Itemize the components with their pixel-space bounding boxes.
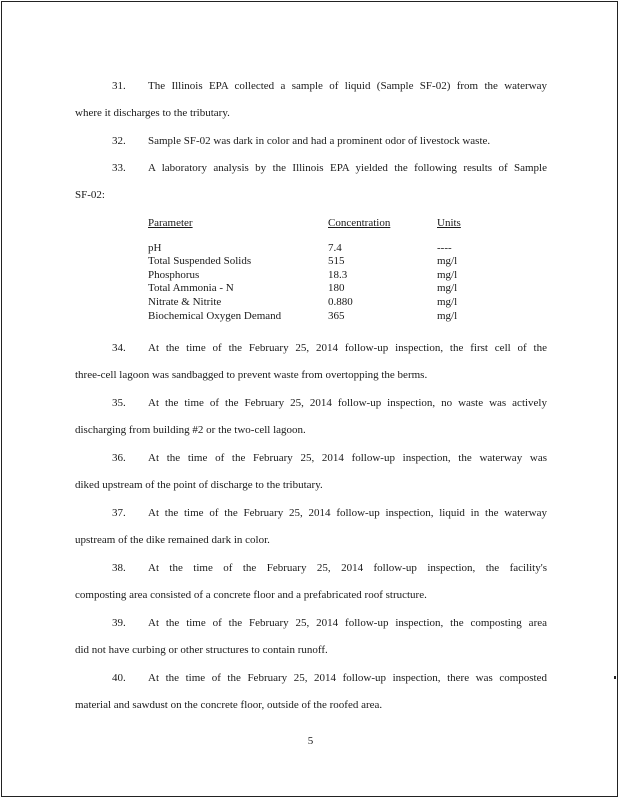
paragraph-33 bbox=[75, 163, 547, 201]
paragraph-36 bbox=[75, 453, 547, 491]
paragraph-39-line-2: did not have curbing or other structures to contain runoff. bbox=[75, 644, 328, 656]
cell-parameter: Phosphorus bbox=[148, 268, 200, 281]
paragraph-38-line-2: composting area consisted of a concrete floor and a prefabricated roof structure. bbox=[75, 589, 427, 601]
paragraph-39 bbox=[75, 618, 547, 656]
cell-concentration: 7.4 bbox=[328, 241, 342, 254]
paragraph-40-line-1: 40. At the time of the February 25, 2014 follow-up inspection, there was composted bbox=[112, 672, 547, 684]
paragraph-36-line-2: diked upstream of the point of discharge to the tributary. bbox=[75, 479, 323, 491]
paragraph-number: 38. bbox=[112, 562, 126, 574]
paragraph-36-line-1: 36. At the time of the February 25, 2014 follow-up inspection, the waterway was bbox=[112, 452, 547, 464]
cell-units: ---- bbox=[437, 241, 452, 254]
paragraph-37 bbox=[75, 508, 547, 546]
cell-concentration: 515 bbox=[328, 255, 345, 268]
header-parameter: Parameter bbox=[148, 217, 193, 229]
cell-concentration: 365 bbox=[328, 309, 345, 322]
cell-units: mg/l bbox=[437, 309, 458, 322]
paragraph-number: 35. bbox=[112, 397, 126, 409]
paragraph-40-line-2: material and sawdust on the concrete floor, outside of the roofed area. bbox=[75, 699, 383, 711]
cell-parameter: Total Suspended Solids bbox=[148, 255, 252, 268]
page-number: 5 bbox=[307, 735, 314, 747]
cell-parameter: pH bbox=[148, 241, 162, 254]
table-row bbox=[148, 269, 477, 283]
paragraph-35-line-2: discharging from building #2 or the two-cell lagoon. bbox=[75, 424, 306, 436]
paragraph-38-line-1: 38. At the time of the February 25, 2014 follow-up inspection, the facility's bbox=[112, 562, 547, 574]
cell-concentration: 180 bbox=[328, 282, 345, 295]
cell-units: mg/l bbox=[437, 295, 458, 308]
paragraph-number: 33. bbox=[112, 162, 126, 174]
paragraph-number: 32. bbox=[112, 135, 126, 147]
paragraph-number: 39. bbox=[112, 617, 126, 629]
cell-parameter: Nitrate & Nitrite bbox=[148, 295, 222, 308]
cell-parameter: Biochemical Oxygen Demand bbox=[148, 309, 282, 322]
cell-units: mg/l bbox=[437, 268, 458, 281]
table-row bbox=[148, 310, 477, 324]
paragraph-number: 37. bbox=[112, 507, 126, 519]
paragraph-number: 40. bbox=[112, 672, 126, 684]
paragraph-40 bbox=[75, 673, 547, 711]
paragraph-number: 31. bbox=[112, 80, 126, 92]
paragraph-37-line-2: upstream of the dike remained dark in color. bbox=[75, 534, 270, 546]
paragraph-number: 36. bbox=[112, 452, 126, 464]
results-table bbox=[148, 217, 477, 323]
paragraph-34 bbox=[75, 343, 547, 381]
paragraph-35 bbox=[75, 398, 547, 436]
table-row bbox=[148, 242, 477, 256]
paragraph-31-line-1: 31. The Illinois EPA collected a sample of liquid (Sample SF-02) from the waterway bbox=[112, 80, 547, 92]
paragraph-39-line-1: 39. At the time of the February 25, 2014 follow-up inspection, the composting area bbox=[112, 617, 547, 629]
cell-parameter: Total Ammonia - N bbox=[148, 282, 234, 295]
paragraph-32 bbox=[75, 136, 547, 147]
cell-concentration: 0.880 bbox=[328, 295, 353, 308]
paragraph-37-line-1: 37. At the time of the February 25, 2014 follow-up inspection, liquid in the waterway bbox=[112, 507, 547, 519]
table-row bbox=[148, 255, 477, 269]
paragraph-38 bbox=[75, 563, 547, 601]
table-row bbox=[148, 282, 477, 296]
paragraph-33-line-2: SF-02: bbox=[75, 189, 105, 201]
paragraph-33-line-1: 33. A laboratory analysis by the Illinois EPA yielded the following results of Sample bbox=[112, 162, 547, 174]
paragraph-32-line-1: 32. Sample SF-02 was dark in color and had a prominent odor of livestock waste. bbox=[112, 135, 491, 147]
header-units: Units bbox=[437, 217, 461, 229]
paragraph-31 bbox=[75, 81, 547, 119]
table-row bbox=[148, 296, 477, 310]
paragraph-31-line-2: where it discharges to the tributary. bbox=[75, 107, 230, 119]
scan-edge-mark bbox=[614, 676, 616, 679]
cell-concentration: 18.3 bbox=[328, 268, 348, 281]
paragraph-number: 34. bbox=[112, 342, 126, 354]
cell-units: mg/l bbox=[437, 282, 458, 295]
header-concentration: Concentration bbox=[328, 217, 391, 229]
cell-units: mg/l bbox=[437, 255, 458, 268]
results-table-header bbox=[148, 217, 477, 231]
paragraph-34-line-2: three-cell lagoon was sandbagged to prevent waste from overtopping the berms. bbox=[75, 369, 428, 381]
paragraph-34-line-1: 34. At the time of the February 25, 2014 follow-up inspection, the first cell of the bbox=[112, 342, 547, 354]
paragraph-35-line-1: 35. At the time of the February 25, 2014 follow-up inspection, no waste was actively bbox=[112, 397, 547, 409]
